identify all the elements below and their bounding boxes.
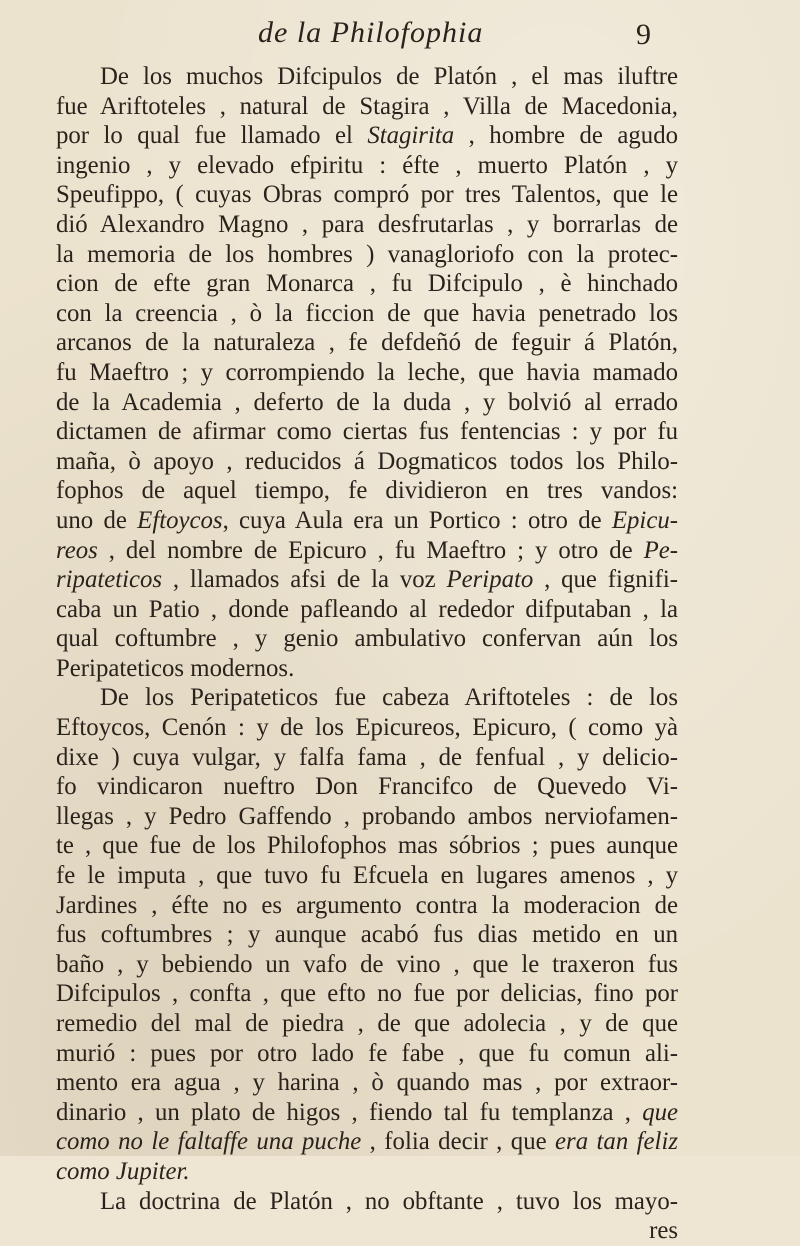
text-line: [56, 358, 678, 388]
text-line: [56, 210, 678, 240]
text-span: Jardines , éfte no es argumento contra la moderacion de: [56, 891, 678, 919]
text-span: cion de efte gran Monarca , fu Difcipulo , è hinchado: [56, 270, 678, 298]
text-span: ingenio , y elevado efpiritu : éfte , muerto Platón , y: [56, 151, 678, 179]
text-line: [56, 180, 678, 210]
text-span: De los muchos Difcipulos de Platón , el mas iluftre: [100, 63, 678, 90]
page-number: 9: [636, 18, 651, 51]
text-line: [56, 1009, 678, 1039]
text-span: , cuya Aula era un Portico : otro de: [222, 506, 612, 534]
text-line: [56, 417, 678, 447]
body-text: [56, 62, 678, 1246]
text-line: [56, 1098, 678, 1128]
text-line: [56, 92, 678, 122]
text-span: Peripateticos modernos.: [56, 654, 295, 682]
text-line: [56, 506, 678, 536]
italic-text-span: Eftoycos: [137, 506, 223, 534]
text-span: fue Ariftoteles , natural de Stagira , Villa de Macedonia,: [56, 92, 678, 120]
text-line: [56, 1157, 678, 1187]
text-span: fo vindicaron nueftro Don Francifco de Quevedo Vi-: [56, 773, 678, 801]
text-line: [56, 624, 678, 654]
italic-text-span: Pe-: [643, 536, 678, 564]
text-line: [56, 595, 678, 625]
text-span: uno de: [56, 506, 138, 534]
text-span: dinario , un plato de higos , fiendo tal fu templanza ,: [56, 1098, 643, 1126]
italic-text-span: era tan feliz: [555, 1128, 678, 1156]
text-line: [56, 831, 678, 861]
text-span: dictamen de afirmar como ciertas fus fentencias : y por fu: [56, 418, 678, 446]
text-line: [56, 1039, 678, 1069]
text-line: [56, 891, 678, 921]
text-span: Speufippo, ( cuyas Obras compró por tres Talentos, que le: [56, 181, 678, 209]
italic-text-span: como Jupiter.: [56, 1157, 190, 1185]
text-span: Difcipulos , confta , que efto no fue por delicias, fino por: [56, 980, 678, 1008]
text-line: [56, 476, 678, 506]
text-span: qual coftumbre , y genio ambulativo confervan aún los: [56, 625, 678, 653]
text-line: [56, 979, 678, 1009]
text-line: [56, 713, 678, 743]
text-line: [56, 299, 678, 329]
text-line: [56, 1068, 678, 1098]
text-span: de la Academia , deferto de la duda , y bolvió al errado: [56, 388, 678, 416]
text-span: fe le imputa , que tuvo fu Efcuela en lugares amenos , y: [56, 862, 678, 890]
text-line: [56, 861, 678, 891]
text-line: [56, 447, 678, 477]
text-line: [56, 121, 678, 151]
text-line: [56, 240, 678, 270]
running-title: de la Philofophia: [258, 16, 484, 49]
text-span: fus coftumbres ; y aunque acabó fus dias metido en un: [56, 921, 678, 949]
text-span: remedio del mal de piedra , de que adolecia , y de que: [56, 1010, 678, 1037]
text-span: murió : pues por otro lado fe fabe , que fu comun ali-: [56, 1039, 678, 1067]
text-line: [56, 1187, 678, 1217]
text-line: [56, 1127, 678, 1157]
text-span: , que fignifi-: [533, 566, 678, 594]
text-span: De los Peripateticos fue cabeza Ariftoteles : de los: [100, 684, 678, 712]
text-line: [56, 536, 678, 566]
text-span: te , que fue de los Philofophos mas sóbrios ; pues aunque: [56, 832, 678, 860]
text-line: [56, 743, 678, 773]
text-span: por lo qual fue llamado el: [56, 122, 368, 150]
text-span: , hombre de agudo: [454, 122, 678, 150]
running-head: [0, 16, 800, 56]
text-span: , llamados afsi de la voz: [162, 566, 447, 594]
italic-text-span: Epicu-: [611, 506, 678, 534]
text-span: dió Alexandro Magno , para desfrutarlas , y borrarlas de: [56, 210, 678, 238]
text-line: [56, 802, 678, 832]
text-line: [56, 328, 678, 358]
text-span: fophos de aquel tiempo, fe dividieron en tres vandos:: [56, 477, 678, 505]
italic-text-span: como no le faltaffe una puche: [56, 1128, 362, 1156]
text-span: caba un Patio , donde pafleando al rededor difputaban , la: [56, 595, 678, 623]
text-line: [56, 950, 678, 980]
text-line: [56, 565, 678, 595]
italic-text-span: ripateticos: [56, 566, 163, 594]
text-span: res: [649, 1217, 678, 1245]
italic-text-span: Stagirita: [367, 122, 455, 150]
text-line: [56, 654, 678, 684]
text-span: dixe ) cuya vulgar, y falfa fama , de fenfual , y delicio-: [56, 743, 678, 771]
text-line: [56, 683, 678, 713]
text-span: la memoria de los hombres ) vanagloriofo con la protec-: [56, 240, 678, 268]
text-line: [56, 269, 678, 299]
text-line: [56, 62, 678, 92]
text-span: Eftoycos, Cenón : y de los Epicureos, Epicuro, ( como yà: [56, 714, 678, 742]
italic-text-span: Peripato: [446, 566, 534, 594]
text-line: [56, 920, 678, 950]
text-line: [56, 1216, 678, 1246]
italic-text-span: que: [642, 1098, 678, 1126]
italic-text-span: reos: [56, 536, 98, 564]
text-span: llegas , y Pedro Gaffendo , probando ambos nerviofamen-: [56, 802, 678, 830]
text-span: fu Maeftro ; y corrompiendo la leche, que havia mamado: [56, 358, 678, 386]
text-span: La doctrina de Platón , no obftante , tuvo los mayo-: [100, 1187, 678, 1215]
text-span: , folia decir , que: [361, 1128, 556, 1156]
text-line: [56, 772, 678, 802]
text-span: , del nombre de Epicuro , fu Maeftro ; y otro de: [97, 536, 644, 564]
text-line: [56, 151, 678, 181]
text-span: mento era agua , y harina , ò quando mas , por extraor-: [56, 1069, 678, 1097]
text-line: [56, 388, 678, 418]
text-span: baño , y bebiendo un vafo de vino , que le traxeron fus: [56, 950, 678, 978]
text-span: con la creencia , ò la ficcion de que havia penetrado los: [56, 299, 678, 327]
text-span: arcanos de la naturaleza , fe defdeñó de feguir á Platón,: [56, 329, 678, 357]
text-span: maña, ò apoyo , reducidos á Dogmaticos todos los Philo-: [56, 447, 678, 475]
